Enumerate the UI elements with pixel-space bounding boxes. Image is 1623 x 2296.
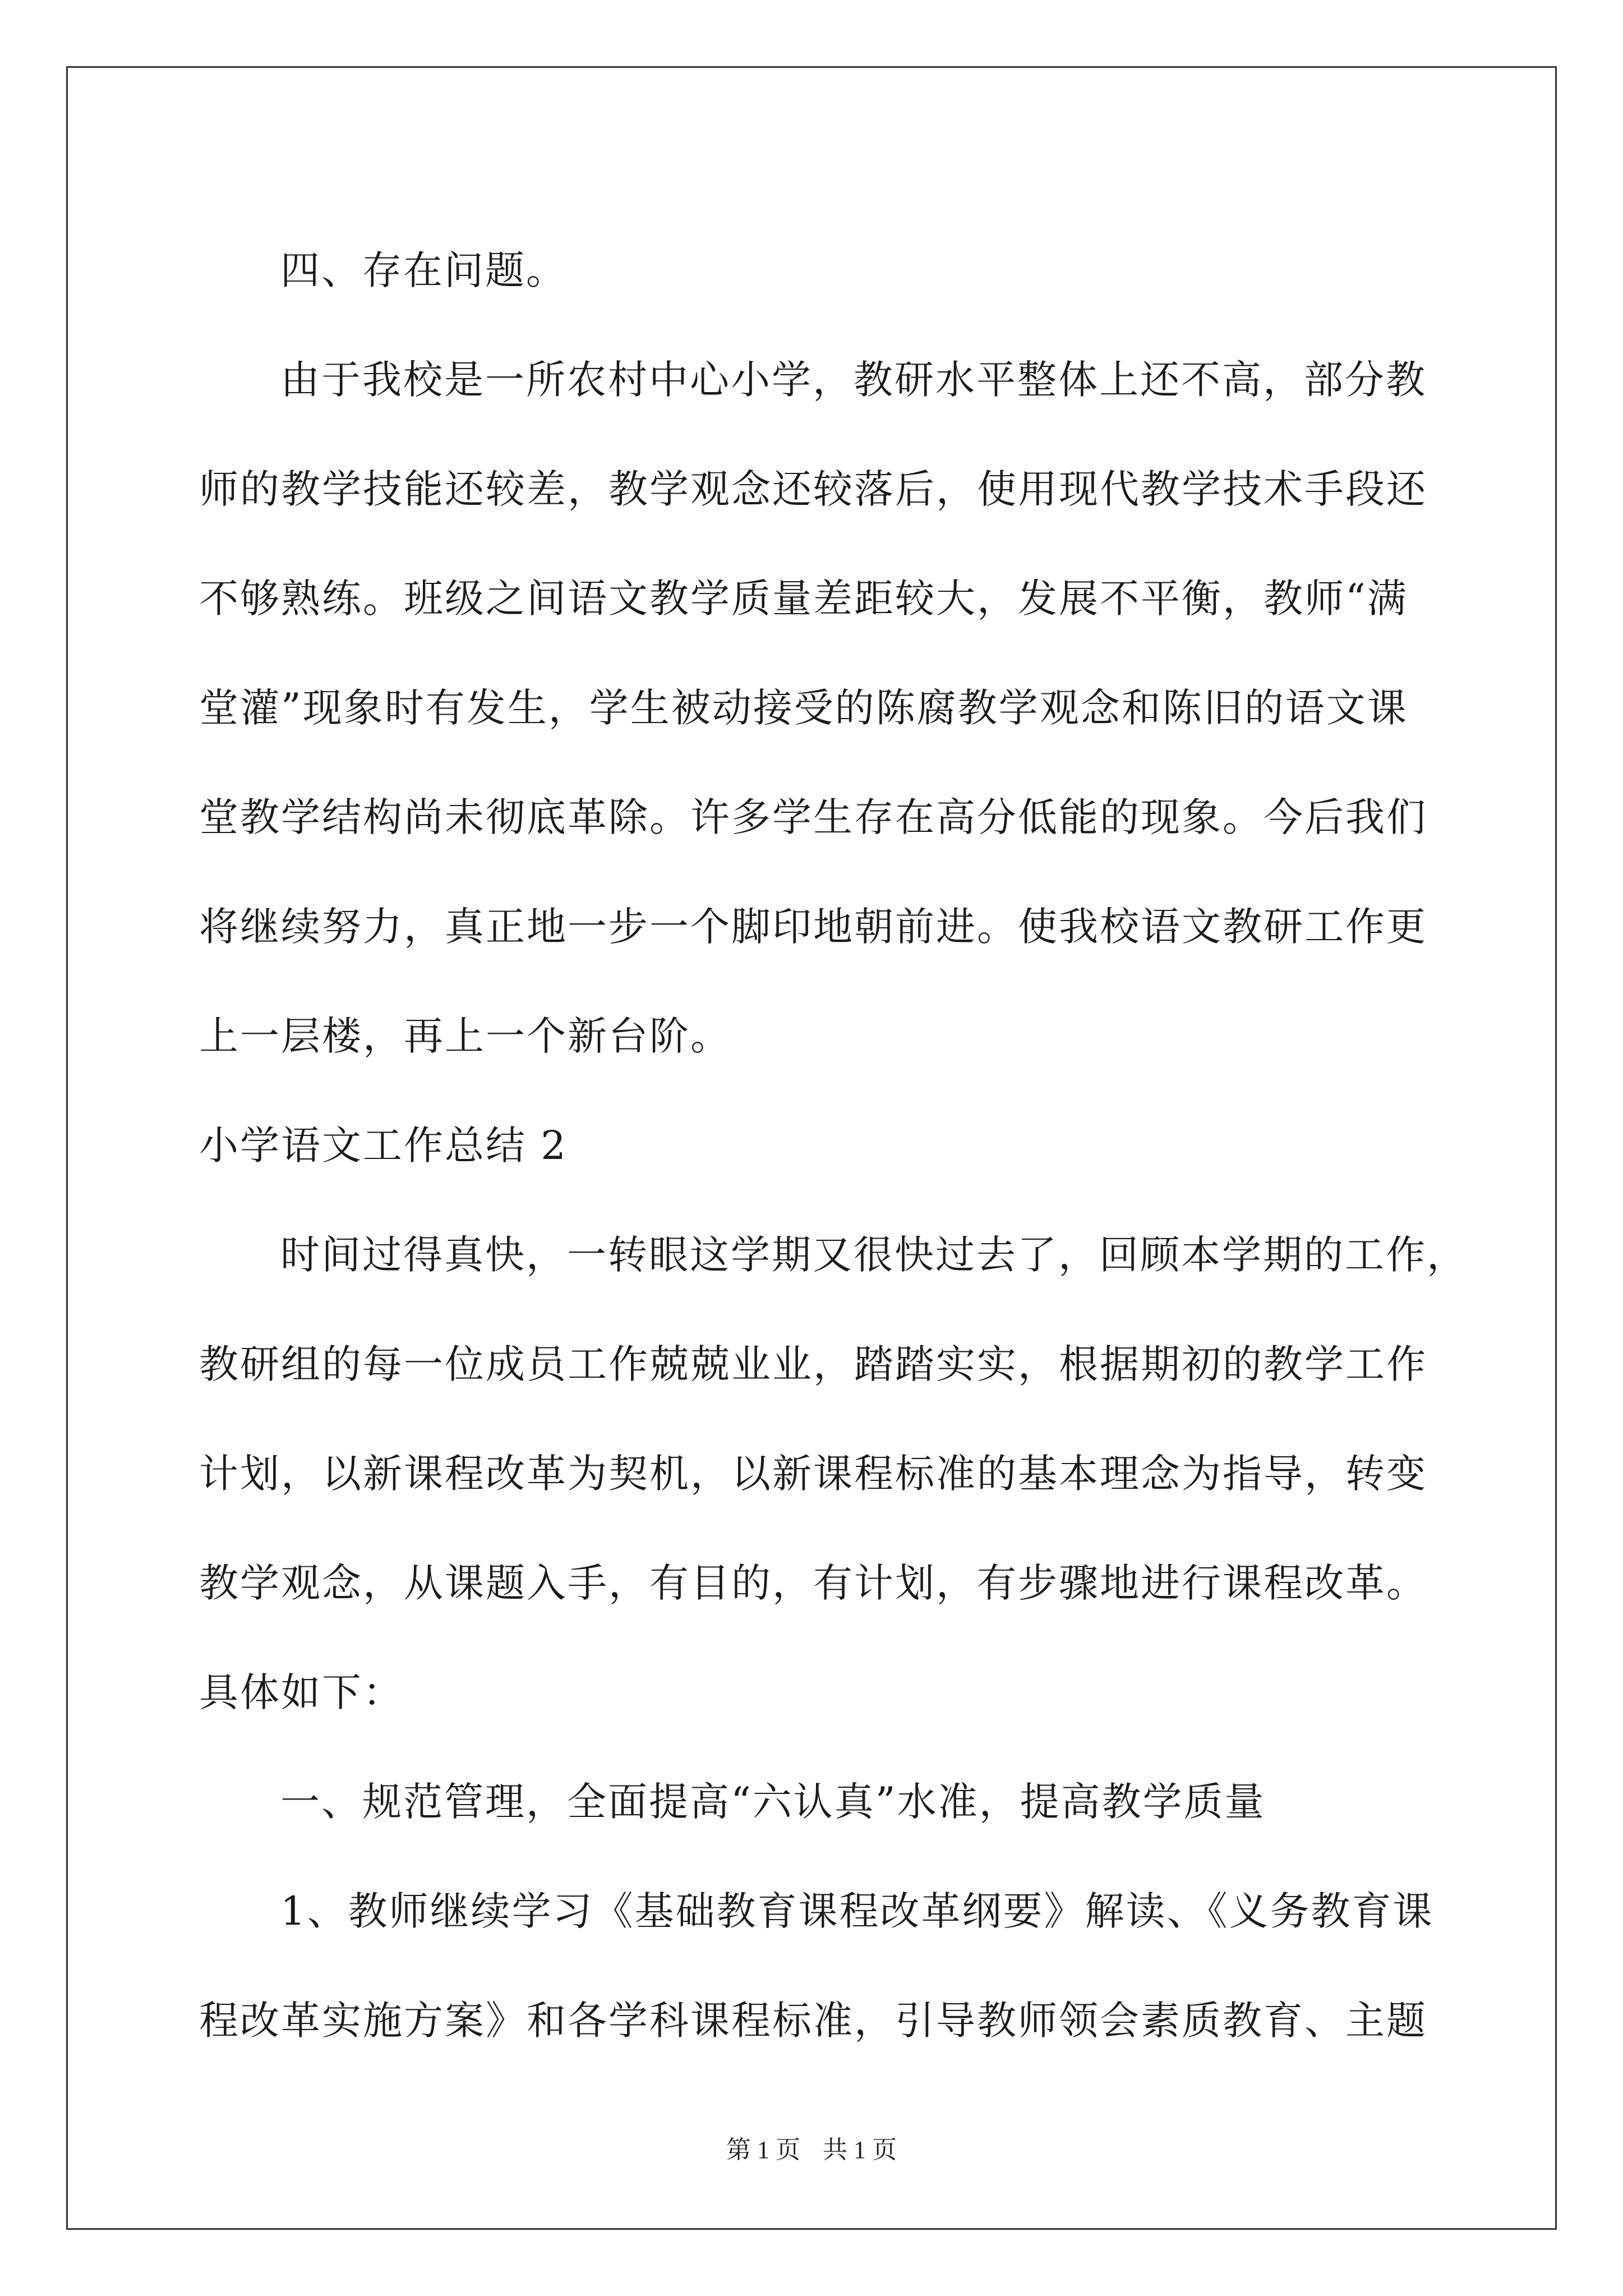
section-heading: 小学语文工作总结 2 bbox=[199, 1122, 568, 1168]
text-line: 教研组的每一位成员工作兢兢业业，踏踏实实，根据期初的教学工作 bbox=[199, 1341, 1427, 1387]
text-line: 具体如下： bbox=[199, 1669, 404, 1715]
page-total: 共 1 页 bbox=[823, 2136, 897, 2164]
text-line: 不够熟练。班级之间语文教学质量差距较大，发展不平衡，教师“满 bbox=[199, 576, 1408, 622]
text-line: 堂教学结构尚未彻底革除。许多学生存在高分低能的现象。今后我们 bbox=[199, 794, 1427, 840]
document-body bbox=[199, 216, 1468, 2076]
text-line: 四、存在问题。 bbox=[280, 247, 567, 293]
text-line: 师的教学技能还较差，教学观念还较落后，使用现代教学技术手段还 bbox=[199, 466, 1427, 512]
text-line: 上一层楼，再上一个新台阶。 bbox=[199, 1013, 731, 1059]
text-line: 计划，以新课程改革为契机，以新课程标准的基本理念为指导，转变 bbox=[199, 1451, 1427, 1497]
text-line: 1、教师继续学习《基础教育课程改革纲要》解读、《义务教育课 bbox=[280, 1888, 1434, 1934]
text-line: 将继续努力，真正地一步一个脚印地朝前进。使我校语文教研工作更 bbox=[199, 904, 1427, 950]
page-footer bbox=[0, 2133, 1623, 2167]
text-line: 堂灌”现象时有发生，学生被动接受的陈腐教学观念和陈旧的语文课 bbox=[199, 685, 1408, 731]
text-line: 一、规范管理，全面提高“六认真”水准，提高教学质量 bbox=[280, 1779, 1266, 1825]
text-line: 由于我校是一所农村中心小学，教研水平整体上还不高，部分教 bbox=[280, 357, 1427, 403]
text-line: 时间过得真快，一转眼这学期又很快过去了，回顾本学期的工作， bbox=[280, 1232, 1468, 1278]
text-line: 程改革实施方案》和各学科课程标准，引导教师领会素质教育、主题 bbox=[199, 1998, 1427, 2044]
page-number: 第 1 页 bbox=[726, 2136, 800, 2164]
text-line: 教学观念，从课题入手，有目的，有计划，有步骤地进行课程改革。 bbox=[199, 1560, 1427, 1606]
